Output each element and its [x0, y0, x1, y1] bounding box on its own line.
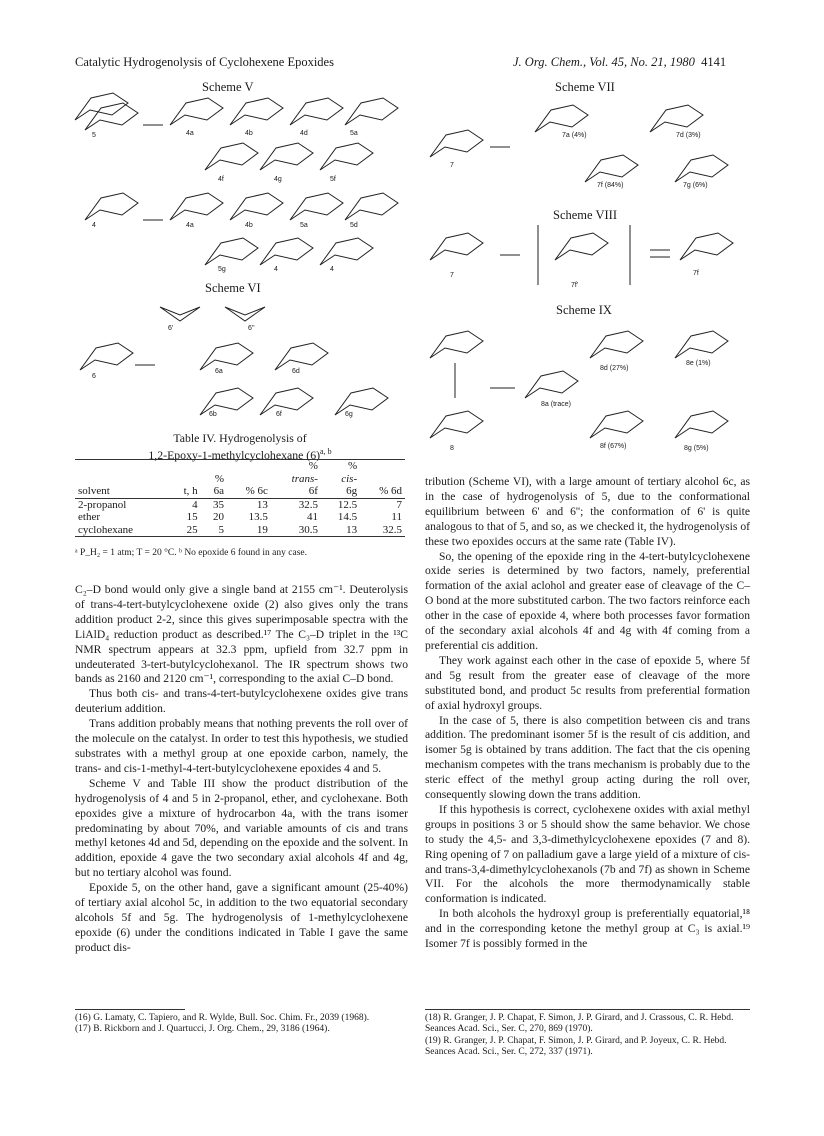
scheme-v-label: 5d [350, 222, 358, 229]
scheme-ix-label: 8 [450, 445, 454, 452]
scheme-vi-title: Scheme VI [205, 281, 261, 295]
scheme-vi-label: 6f [276, 411, 282, 418]
paragraph: So, the opening of the epoxide ring in the 4-tert-butylcyclohexene oxide series is determined by two factors, namely, preferential formation of the axial aclohol and greater ease of cleavage of the C–O bond at the more substituted carbon. The two factors reinforce each other in the case of epoxide 4, where both processes favor formation of the secondary axial alcohols 4f and 4g with 4f coming from a preferential cis addition. [425, 549, 750, 652]
footnote: (18) R. Granger, J. P. Chapat, F. Simon, J. P. Girard, and J. Crassous, C. R. Hebd. Seances Acad. Sci., Ser. C, 270, 869 (1970). [425, 1013, 734, 1035]
scheme-vi-structures [75, 295, 405, 415]
scheme-v-structures [75, 95, 405, 285]
scheme-vii-label: 7f (84%) [597, 182, 624, 189]
paragraph: In both alcohols the hydroxyl group is preferentially equatorial,¹⁸ and in the corresponding ketone the methyl group at C₃ is axial.¹⁹ Isomer 7f is possibly formed in the [425, 907, 750, 951]
paragraph: tribution (Scheme VI), with a large amount of tertiary alcohol 6c, as in the case of hydrogenolysis of 5, due to the conformational equilibrium between 6' and 6''; the conformation of 6' is quite analogous to that of 5, and so, as we checked it, the hydrogenolysis of these two epoxides occurs at the same rate (Table IV). [425, 475, 750, 548]
scheme-vi-label: 6a [215, 368, 223, 375]
scheme-vi-label: 6' [168, 325, 174, 332]
scheme-vi-label: 6 [92, 373, 96, 380]
scheme-vi-label: 6d [292, 368, 300, 375]
scheme-vi-label: 6g [345, 411, 353, 418]
scheme-vii-label: 7 [450, 162, 454, 169]
scheme-v-label: 5a [300, 222, 308, 229]
scheme-ix-label: 8e (1%) [686, 360, 711, 367]
scheme-vii-label: 7d (3%) [676, 132, 701, 139]
scheme-ix-label: 8f (67%) [600, 443, 627, 450]
scheme-v-label: 5f [330, 176, 336, 183]
scheme-v-label: 4 [92, 222, 96, 229]
scheme-vii-title: Scheme VII [555, 80, 615, 94]
scheme-vii-label: 7g (6%) [683, 182, 708, 189]
paragraph: They work against each other in the case of epoxide 5, where 5f and 5g result from the greater ease of cleavage of the more substituted bond, and product 5c results from preferential formation of axial hydroxyl groups. [425, 653, 750, 712]
running-title: Catalytic Hydrogenolysis of Cyclohexene Epoxides [75, 55, 334, 69]
scheme-v-label: 5a [350, 130, 358, 137]
scheme-ix-label: 8d (27%) [600, 365, 629, 372]
table-footnote: ᵃ P_H₂ = 1 atm; T = 20 °C. ᵇ No epoxide 6 found in any case. [75, 548, 307, 558]
paragraph: Thus both cis- and trans-4-tert-butylcyclohexene oxides give trans deuterium addition. [75, 687, 408, 716]
scheme-v-label: 4b [245, 130, 253, 137]
paragraph: C₂–D bond would only give a single band at 2155 cm⁻¹. Deuterolysis of trans-4-tert-butylcyclohexene oxide (2) also gives only the trans addition product 2-2, since this gives superimposable spectra with the LiAlD₄ reduction product as described.¹⁷ The C₃–D triplet in the ¹³C NMR spectrum appears at 32.3 ppm, upfield from 32.7 ppm in undeuterated 3-tert-butylcyclohexanol. The IR spectrum shows two bands as 2160 and 2120 cm⁻¹, corresponding to the axial C–D bond. [75, 583, 408, 686]
scheme-ix-label: 8a (trace) [541, 401, 571, 408]
paragraph: If this hypothesis is correct, cyclohexene oxides with axial methyl groups in positions 3 or 5 should show the same behavior. We chose to study the 4,5- and 3,3-dimethylcyclohexene epoxides (7 and 8). Ring opening of 7 on palladium gave a large yield of a mixture of cis- and trans-3,4-dimethylcyclohexanols (7b and 7f) as shown in Scheme VII. For the alcohols the more thermodynamically stable conformation is indicated. [425, 802, 750, 906]
table-row: cyclohexane 25 5 19 30.5 13 32.5 [75, 524, 405, 537]
scheme-ix-title: Scheme IX [556, 303, 612, 317]
scheme-v-label: 5 [92, 132, 96, 139]
scheme-viii-label: 7f' [571, 282, 579, 289]
scheme-v-label: 4a [186, 130, 194, 137]
paragraph: Trans addition probably means that nothing prevents the roll over of the molecule on the catalyst. In order to test this hypothesis, we studied substrates with a methyl group at one epoxide carbon, namely, the trans- and cis-1-methyl-4-tert-butylcyclohexene epoxides 4 and 5. [75, 717, 408, 775]
scheme-ix-label: 8g (5%) [684, 445, 709, 452]
table-title: Table IV. Hydrogenolysis of [173, 431, 307, 445]
scheme-v-label: 4 [274, 266, 278, 273]
scheme-viii-label: 7f [693, 270, 699, 277]
footnote: (17) B. Rickborn and J. Quartucci, J. Org. Chem., 29, 3186 (1964). [75, 1024, 330, 1035]
table-row: 2-propanol 4 35 13 32.5 12.5 7 [78, 498, 402, 511]
scheme-ix-structures [425, 318, 755, 458]
scheme-v-label: 4g [274, 176, 282, 183]
footnote: (16) G. Lamaty, C. Tapiero, and R. Wylde, Bull. Soc. Chim. Fr., 2039 (1968). [75, 1013, 370, 1023]
scheme-viii-label: 7 [450, 272, 454, 279]
table-row: ether 15 20 13.5 41 14.5 11 [78, 511, 402, 523]
scheme-vii-label: 7a (4%) [562, 132, 587, 139]
scheme-v-label: 5g [218, 266, 226, 273]
paragraph: Scheme V and Table III show the product distribution of the hydrogenolysis of 4 and 5 in 2-propanol, ether, and cyclohexane. Both epoxides give a mixture of hydrocarbon 4a, with the trans isomer predominating by about 70%, and variable amounts of cis and trans methyl ketones 4d and 5d, depending on the epoxide and the solvent. In addition, epoxide 4 gave the two secondary axial alcohols 4f and 4g, but no tertiary alcohol was found. [75, 776, 408, 880]
footnotes-right [425, 1013, 750, 1059]
right-column [425, 475, 750, 952]
journal-citation: J. Org. Chem., Vol. 45, No. 21, 1980 4141 [513, 55, 727, 69]
scheme-viii-title: Scheme VIII [553, 208, 617, 222]
scheme-v-label: 4f [218, 176, 224, 183]
footnote: (19) R. Granger, J. P. Chapat, F. Simon, J. P. Girard, and P. Joyeux, C. R. Hebd. Seances Acad. Sci., Ser. C, 272, 337 (1971). [425, 1035, 727, 1058]
paragraph: Epoxide 5, on the other hand, gave a significant amount (25-40%) of tertiary axial alcohol 5c, in addition to the two equatorial secondary alcohols 5f and 5g. The hydrogenolysis of 1-methylcyclohexene epoxide (6) under the conditions indicated in Table I gave the same product dis- [75, 881, 408, 954]
scheme-v-title: Scheme V [202, 80, 254, 94]
footnote-rule [75, 1009, 185, 1010]
scheme-viii-structures [425, 225, 755, 295]
table-subtitle: 1,2-Epoxy-1-methylcyclohexane $(6)^{a, b}$ [148, 447, 332, 462]
footnotes-left [75, 1013, 408, 1036]
left-column [75, 583, 408, 956]
scheme-v-label: 4b [245, 222, 253, 229]
scheme-v-label: 4d [300, 130, 308, 137]
scheme-vi-label: 6'' [248, 325, 255, 332]
scheme-v-label: 4a [186, 222, 194, 229]
footnote-rule [425, 1009, 750, 1010]
paragraph: In the case of 5, there is also competition between cis and trans addition. The predominant isomer 5f is the result of cis addition, and isomer 5g is obtained by trans addition. The fact that the cis opening mechanism competes with the trans mechanism is probably due to the steric effect of the methyl group acting during the roll over, consequently slowing down the trans addition. [425, 713, 750, 802]
table-iv: % % % trans- cis- solvent t, h 6a % 6c 6f 6g % 6d 2-propanol 4 35 13 32.5 12.5 7 ether 15 20 13.5 41 14.5 11 cyclohexane 25 5 19 30.5 13 32.5 [75, 460, 405, 537]
scheme-v-label: 4 [330, 266, 334, 273]
scheme-vi-label: 6b [209, 411, 217, 418]
